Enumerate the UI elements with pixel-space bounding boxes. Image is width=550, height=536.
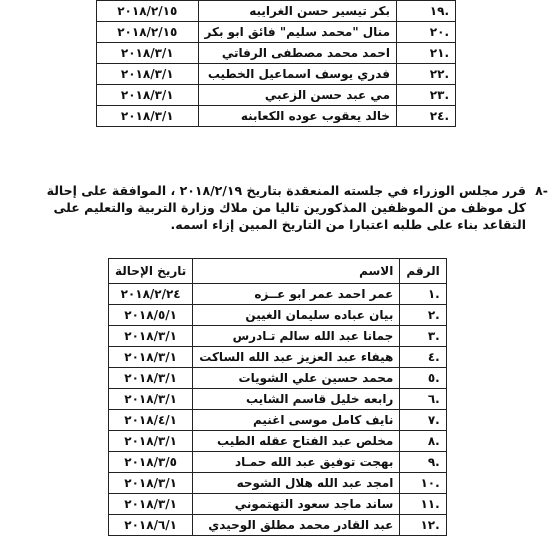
- employee-name: جمانا عبد الله سالم تـادرس: [193, 326, 400, 347]
- row-number: .٢٣: [397, 85, 456, 106]
- retirement-date: ٢٠١٨/٢/١٥: [97, 1, 199, 22]
- row-number: .٢٢: [397, 64, 456, 85]
- table-row: [97, 1, 456, 22]
- table-row: [97, 22, 456, 43]
- row-number: .٧: [400, 410, 446, 431]
- retirement-date: ٢٠١٨/٣/١: [97, 106, 199, 127]
- employee-name: عمر احمد عمر ابو عــزه: [193, 284, 400, 305]
- employee-name: خالد يعقوب عوده الكعابنه: [198, 106, 396, 127]
- retirement-date: ٢٠١٨/٣/١: [109, 494, 193, 515]
- row-number: .١: [400, 284, 446, 305]
- row-number: .٥: [400, 368, 446, 389]
- retirement-date: ٢٠١٨/٣/١: [109, 368, 193, 389]
- employee-name: بهجت توفيق عبد الله حمـاد: [193, 452, 400, 473]
- retirement-date: ٢٠١٨/٢/٢٤: [109, 284, 193, 305]
- retirement-date: ٢٠١٨/٣/١: [97, 85, 199, 106]
- table-row: [109, 452, 447, 473]
- table-row: [97, 64, 456, 85]
- row-number: .١٢: [400, 515, 446, 536]
- table-header-row: [109, 259, 447, 284]
- header-number: الرقم: [400, 259, 446, 284]
- row-number: .١٠: [400, 473, 446, 494]
- employee-name: بيان عباده سليمان الغيين: [193, 305, 400, 326]
- employee-name: امجد عبد الله هلال الشوحه: [193, 473, 400, 494]
- employee-name: هيفاء عبد العزيز عبد الله الساكت: [193, 347, 400, 368]
- row-number: .٢٤: [397, 106, 456, 127]
- decision-text: قرر مجلس الوزراء في جلسته المنعقدة بتاريخ ٢٠١٨/٢/١٩ ، الموافقة على إحالة كل موظف من الموظفين المذكورين تاليا من ملاك وزارة التربية والتعليم على التقاعد بناء على طلبه اعتبارا من التاريخ المبين إزاء اسمه.: [46, 183, 526, 232]
- top-retirees-table: [96, 0, 456, 127]
- table-row: [97, 43, 456, 64]
- retirement-date: ٢٠١٨/٤/١: [109, 410, 193, 431]
- table-row: [109, 347, 447, 368]
- row-number: .٩: [400, 452, 446, 473]
- retirement-date: ٢٠١٨/٣/١: [97, 64, 199, 85]
- retirement-date: ٢٠١٨/٥/١: [109, 305, 193, 326]
- table-row: [109, 326, 447, 347]
- table-row: [109, 305, 447, 326]
- employee-name: فدري يوسف اسماعيل الخطيب: [198, 64, 396, 85]
- table-row: [109, 473, 447, 494]
- retirement-date: ٢٠١٨/٣/١: [109, 473, 193, 494]
- employee-name: رابعه خليل قاسم الشايب: [193, 389, 400, 410]
- table-row: [109, 389, 447, 410]
- decision-paragraph: [26, 182, 548, 233]
- row-number: .٣: [400, 326, 446, 347]
- row-number: .٢: [400, 305, 446, 326]
- row-number: .١٩: [397, 1, 456, 22]
- table-row: [109, 431, 447, 452]
- table-row: [97, 85, 456, 106]
- section-marker: -٨: [535, 183, 548, 198]
- table-row: [97, 106, 456, 127]
- employee-name: محمد حسين علي الشويات: [193, 368, 400, 389]
- retirees-table: [108, 258, 447, 536]
- employee-name: نايف كامل موسى اغنيم: [193, 410, 400, 431]
- table-row: [109, 515, 447, 536]
- retirement-date: ٢٠١٨/٣/١: [109, 326, 193, 347]
- employee-name: ساند ماجد سعود التهتموني: [193, 494, 400, 515]
- retirement-date: ٢٠١٨/٣/١: [97, 43, 199, 64]
- employee-name: مخلص عبد الفتاح عقله الطيب: [193, 431, 400, 452]
- retirement-date: ٢٠١٨/٣/١: [109, 347, 193, 368]
- table-row: [109, 368, 447, 389]
- row-number: .٦: [400, 389, 446, 410]
- retirement-date: ٢٠١٨/٢/١٥: [97, 22, 199, 43]
- table-row: [109, 494, 447, 515]
- employee-name: احمد محمد مصطفى الرفاتي: [198, 43, 396, 64]
- row-number: .٤: [400, 347, 446, 368]
- row-number: .٨: [400, 431, 446, 452]
- header-name: الاسم: [193, 259, 400, 284]
- row-number: .١١: [400, 494, 446, 515]
- retirement-date: ٢٠١٨/٣/١: [109, 431, 193, 452]
- employee-name: مي عبد حسن الزعبي: [198, 85, 396, 106]
- table-row: [109, 284, 447, 305]
- retirement-date: ٢٠١٨/٣/٥: [109, 452, 193, 473]
- retirement-date: ٢٠١٨/٦/١: [109, 515, 193, 536]
- row-number: .٢١: [397, 43, 456, 64]
- header-retirement-date: تاريخ الإحالة: [109, 259, 193, 284]
- table-row: [109, 410, 447, 431]
- employee-name: عبد القادر محمد مطلق الوحيدي: [193, 515, 400, 536]
- row-number: .٢٠: [397, 22, 456, 43]
- employee-name: منال "محمد سليم" فائق ابو بكر: [198, 22, 396, 43]
- retirement-date: ٢٠١٨/٣/١: [109, 389, 193, 410]
- employee-name: بكر تيسير حسن الغرايبه: [198, 1, 396, 22]
